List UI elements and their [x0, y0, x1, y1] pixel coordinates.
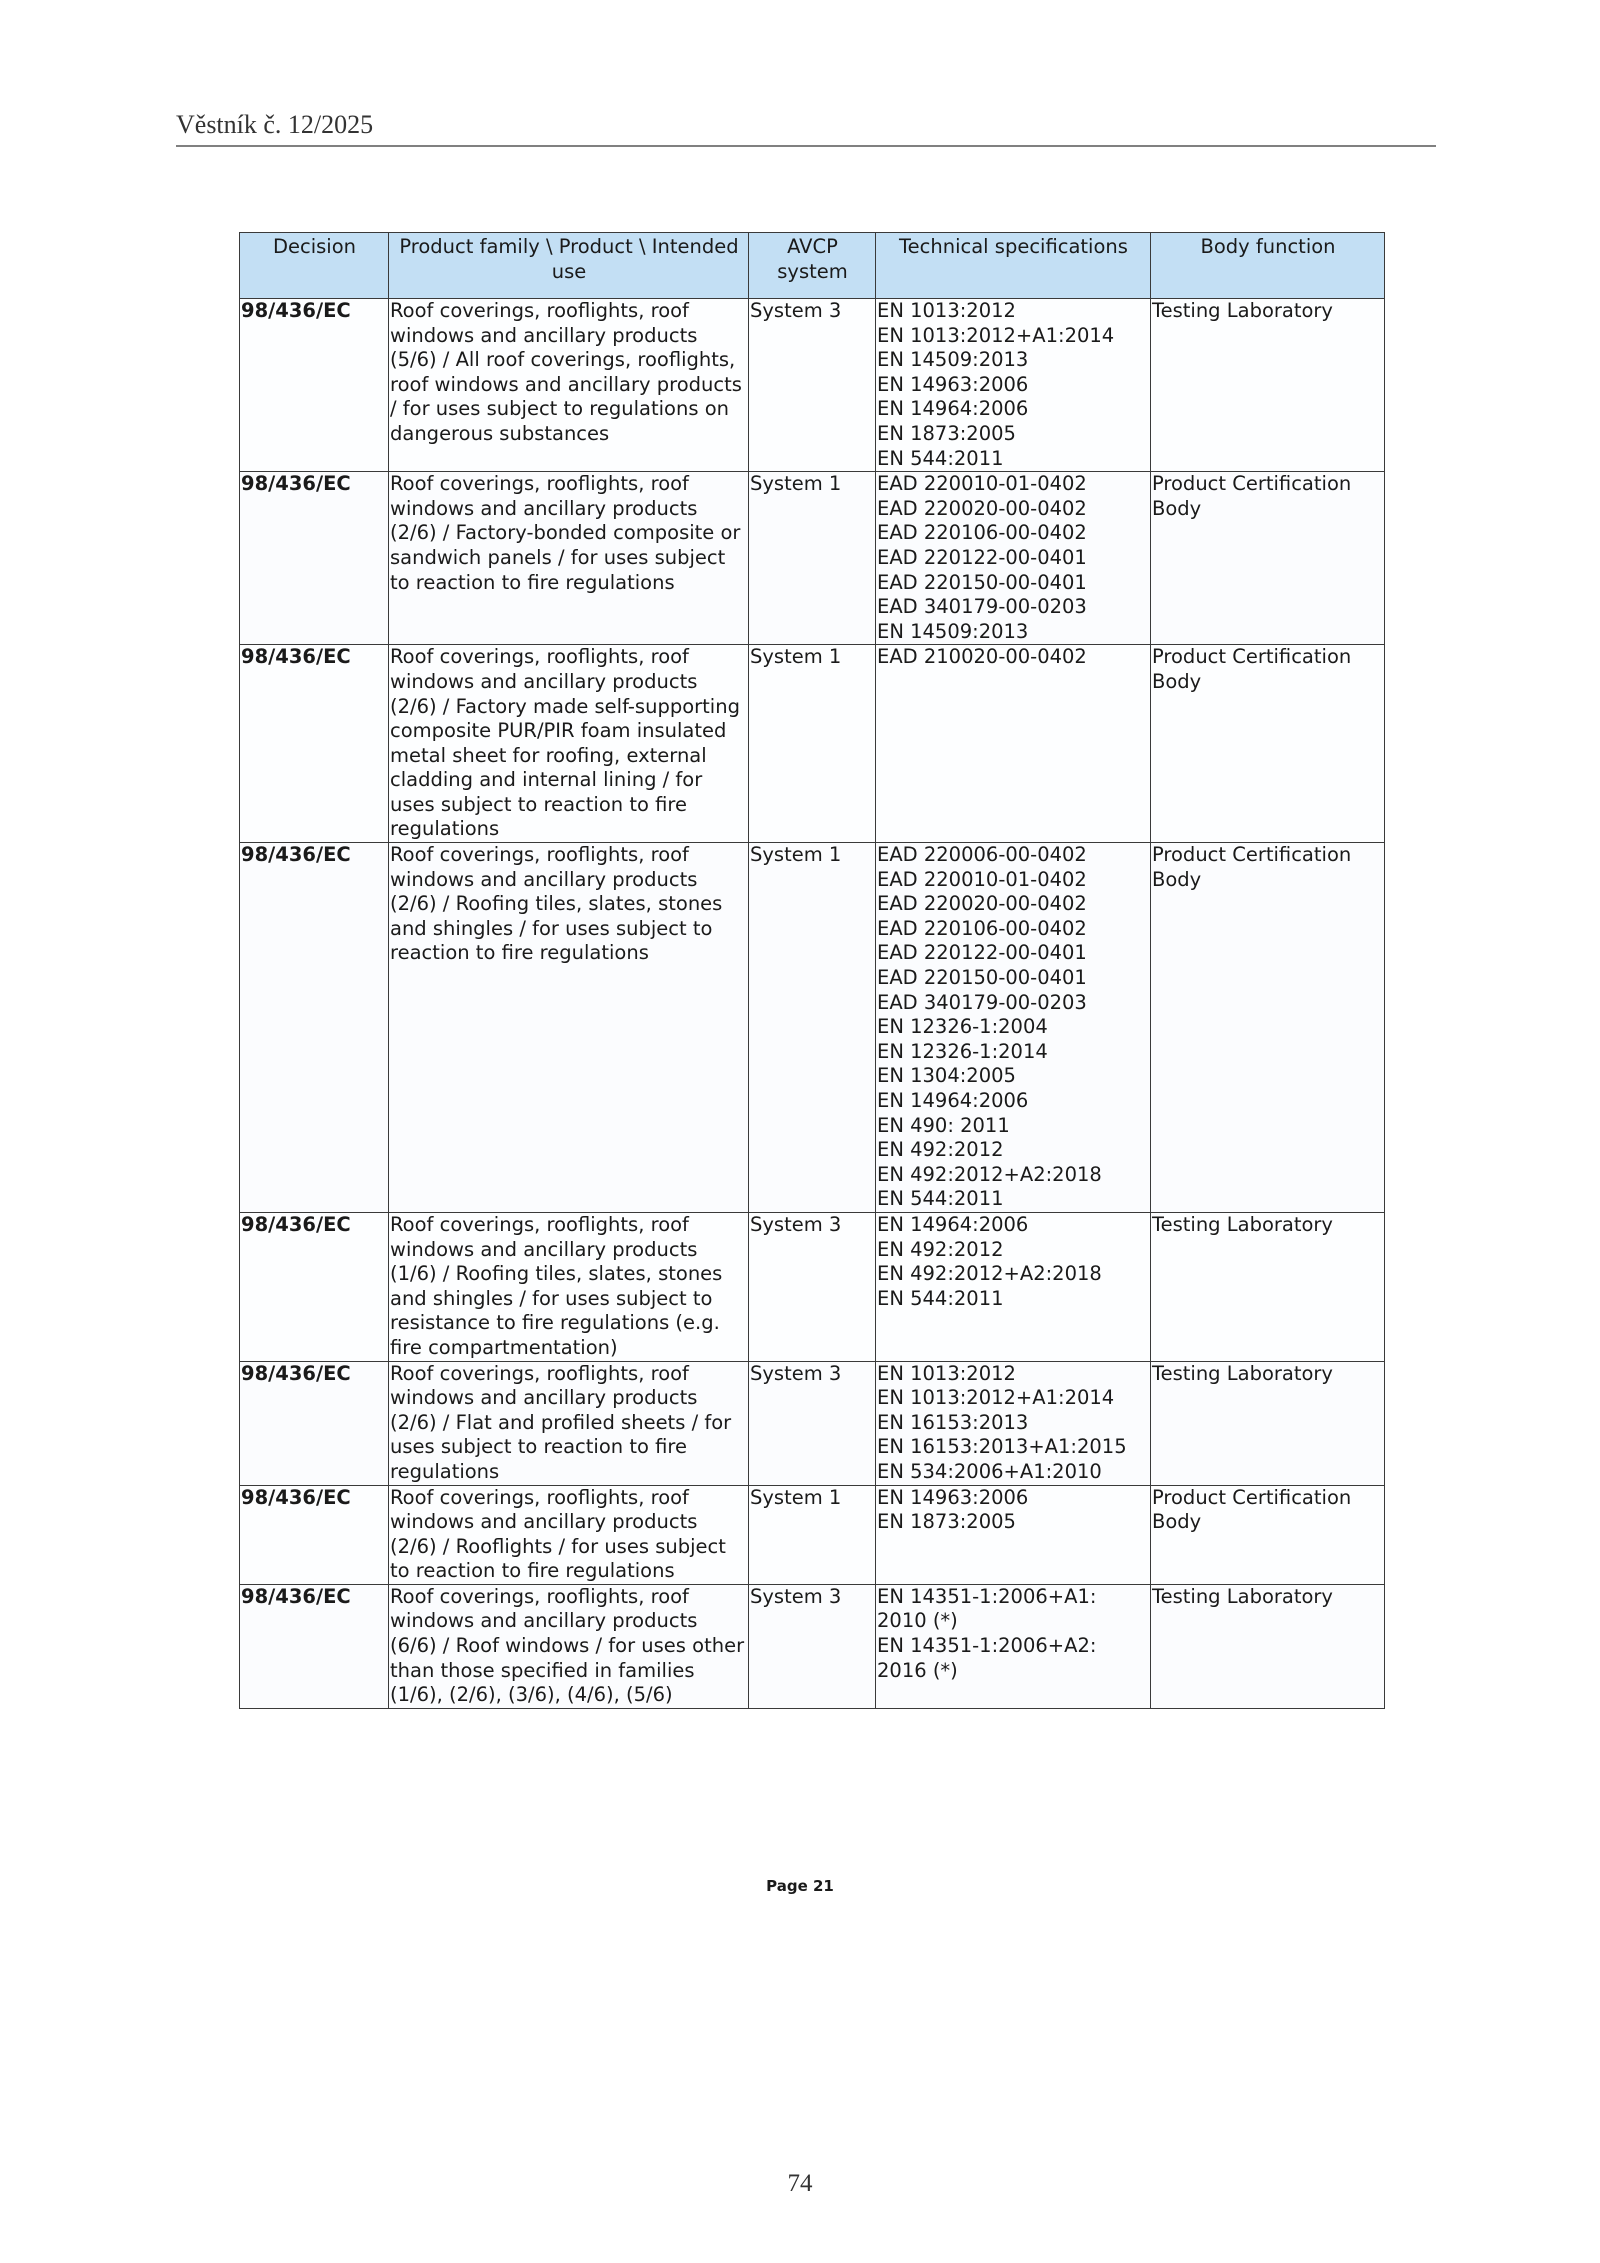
body-function-cell: Product Certification Body — [1151, 645, 1385, 843]
spec-item: EN 544:2011 — [877, 446, 1004, 470]
spec-item: EN 14964:2006 — [877, 1089, 1029, 1112]
body-function-cell: Testing Laboratory — [1151, 1361, 1385, 1485]
spec-item: EN 1873:2005 — [877, 421, 1016, 445]
spec-item: EAD 220010-01-0402 — [877, 867, 1087, 891]
spec-item: EAD 220006-00-0402 — [877, 843, 1087, 867]
body-function-cell: Testing Laboratory — [1151, 299, 1385, 472]
product-cell: Roof coverings, rooflights, roof windows and ancillary products (6/6) / Roof windows / for uses other than those specified in families (1/6), (2/6), (3/6), (4/6), (5/6) — [389, 1584, 749, 1708]
spec-item: EN 16153:2013 — [877, 1410, 1029, 1434]
specs-cell — [876, 645, 1151, 843]
spec-item: EAD 340179-00-0203 — [877, 595, 1087, 619]
spec-item: EN 14351-1:2006+A2: 2016 (*) — [877, 1634, 1097, 1682]
spec-item: EN 544:2011 — [877, 1286, 1004, 1310]
table-row — [240, 843, 1385, 1213]
table-header-row — [240, 233, 1385, 299]
spec-item: EN 14963:2006 — [877, 372, 1029, 396]
spec-item: EAD 220106-00-0402 — [877, 916, 1087, 940]
avcp-cell: System 3 — [749, 1212, 876, 1361]
specs-cell — [876, 843, 1151, 1213]
spec-item: EN 1013:2012 — [877, 299, 1016, 322]
specs-cell — [876, 299, 1151, 472]
spec-item: EN 14351-1:2006+A1: 2010 (*) — [877, 1584, 1097, 1633]
decision-cell: 98/436/EC — [240, 1212, 389, 1361]
spec-item: EN 490: 2011 — [877, 1113, 1010, 1137]
spec-item: EN 492:2012+A2:2018 — [877, 1162, 1102, 1186]
spec-item: EN 1873:2005 — [877, 1510, 1016, 1534]
avcp-cell: System 1 — [749, 645, 876, 843]
spec-item: EN 492:2012 — [877, 1138, 1004, 1162]
table-row — [240, 1361, 1385, 1485]
table-row — [240, 1584, 1385, 1708]
avcp-cell: System 1 — [749, 472, 876, 645]
body-function-cell: Testing Laboratory — [1151, 1212, 1385, 1361]
column-header-product: Product family \ Product \ Intended use — [389, 233, 749, 299]
table-row — [240, 645, 1385, 843]
spec-item: EAD 220122-00-0401 — [877, 941, 1087, 965]
product-cell: Roof coverings, rooflights, roof windows and ancillary products (2/6) / Rooflights / for uses subject to reaction to fire regulations — [389, 1485, 749, 1584]
table-row — [240, 299, 1385, 472]
avcp-cell: System 1 — [749, 1485, 876, 1584]
column-header-body: Body function — [1151, 233, 1385, 299]
spec-item: EAD 210020-00-0402 — [877, 645, 1087, 669]
spec-item: EN 14509:2013 — [877, 348, 1029, 372]
avcp-cell: System 3 — [749, 299, 876, 472]
product-cell: Roof coverings, rooflights, roof windows and ancillary products (2/6) / Flat and profiled sheets / for uses subject to reaction to fire regulations — [389, 1361, 749, 1485]
spec-item: EN 12326-1:2014 — [877, 1039, 1048, 1063]
page-number: 74 — [787, 2170, 813, 2197]
decision-cell: 98/436/EC — [240, 1584, 389, 1708]
avcp-cell: System 1 — [749, 843, 876, 1213]
spec-item: EAD 220010-01-0402 — [877, 472, 1087, 496]
body-function-cell: Product Certification Body — [1151, 1485, 1385, 1584]
spec-item: EAD 220106-00-0402 — [877, 521, 1087, 545]
spec-item: EAD 340179-00-0203 — [877, 990, 1087, 1014]
body-function-cell: Testing Laboratory — [1151, 1584, 1385, 1708]
spec-item: EN 534:2006+A1:2010 — [877, 1459, 1102, 1483]
body-function-cell: Product Certification Body — [1151, 472, 1385, 645]
avcp-cell: System 3 — [749, 1361, 876, 1485]
spec-item: EAD 220020-00-0402 — [877, 496, 1087, 520]
spec-item: EAD 220020-00-0402 — [877, 892, 1087, 916]
spec-item: EN 1013:2012 — [877, 1361, 1016, 1385]
product-cell: Roof coverings, rooflights, roof windows and ancillary products (1/6) / Roofing tiles, slates, stones and shingles / for uses subject to resistance to fire regulations (e.g. fire compartmentation) — [389, 1212, 749, 1361]
spec-item: EAD 220150-00-0401 — [877, 966, 1087, 990]
specs-cell — [876, 472, 1151, 645]
spec-item: EN 14509:2013 — [877, 619, 1029, 643]
table-body — [240, 299, 1385, 1709]
decision-cell: 98/436/EC — [240, 645, 389, 843]
page-label: Page 21 — [766, 1877, 834, 1895]
spec-item: EN 12326-1:2004 — [877, 1015, 1048, 1039]
product-cell: Roof coverings, rooflights, roof windows and ancillary products (2/6) / Roofing tiles, slates, stones and shingles / for uses subject to reaction to fire regulations — [389, 843, 749, 1213]
table-row — [240, 1485, 1385, 1584]
specs-cell — [876, 1485, 1151, 1584]
specs-cell — [876, 1584, 1151, 1708]
decision-cell: 98/436/EC — [240, 1361, 389, 1485]
header-divider — [176, 145, 1436, 147]
product-cell: Roof coverings, rooflights, roof windows and ancillary products (2/6) / Factory-bonded composite or sandwich panels / for uses subject to reaction to fire regulations — [389, 472, 749, 645]
column-header-decision: Decision — [240, 233, 389, 299]
spec-item: EN 14963:2006 — [877, 1485, 1029, 1509]
table-row — [240, 1212, 1385, 1361]
spec-item: EN 1013:2012+A1:2014 — [877, 1386, 1115, 1410]
decision-cell: 98/436/EC — [240, 472, 389, 645]
spec-item: EN 14964:2006 — [877, 397, 1029, 421]
column-header-specs: Technical specifications — [876, 233, 1151, 299]
avcp-cell: System 3 — [749, 1584, 876, 1708]
spec-item: EN 1304:2005 — [877, 1064, 1016, 1088]
body-function-cell: Product Certification Body — [1151, 843, 1385, 1213]
specs-cell — [876, 1361, 1151, 1485]
table-row — [240, 472, 1385, 645]
journal-title: Věstník č. 12/2025 — [176, 110, 374, 139]
spec-item: EN 492:2012 — [877, 1237, 1004, 1261]
column-header-avcp: AVCP system — [749, 233, 876, 299]
decision-cell: 98/436/EC — [240, 299, 389, 472]
specs-cell — [876, 1212, 1151, 1361]
spec-item: EAD 220122-00-0401 — [877, 545, 1087, 569]
product-cell: Roof coverings, rooflights, roof windows and ancillary products (5/6) / All roof coverings, rooflights, roof windows and ancillary products / for uses subject to regulations on dangerous substances — [389, 299, 749, 472]
decision-cell: 98/436/EC — [240, 843, 389, 1213]
spec-item: EN 544:2011 — [877, 1187, 1004, 1211]
spec-item: EN 1013:2012+A1:2014 — [877, 323, 1115, 347]
spec-item: EN 16153:2013+A1:2015 — [877, 1435, 1127, 1459]
spec-item: EN 14964:2006 — [877, 1212, 1029, 1236]
decision-cell: 98/436/EC — [240, 1485, 389, 1584]
decisions-table — [239, 232, 1385, 1709]
spec-item: EAD 220150-00-0401 — [877, 570, 1087, 594]
spec-item: EN 492:2012+A2:2018 — [877, 1262, 1102, 1286]
product-cell: Roof coverings, rooflights, roof windows and ancillary products (2/6) / Factory made self-supporting composite PUR/PIR foam insulated metal sheet for roofing, external cladding and internal lining / for uses subject to reaction to fire regulations — [389, 645, 749, 843]
